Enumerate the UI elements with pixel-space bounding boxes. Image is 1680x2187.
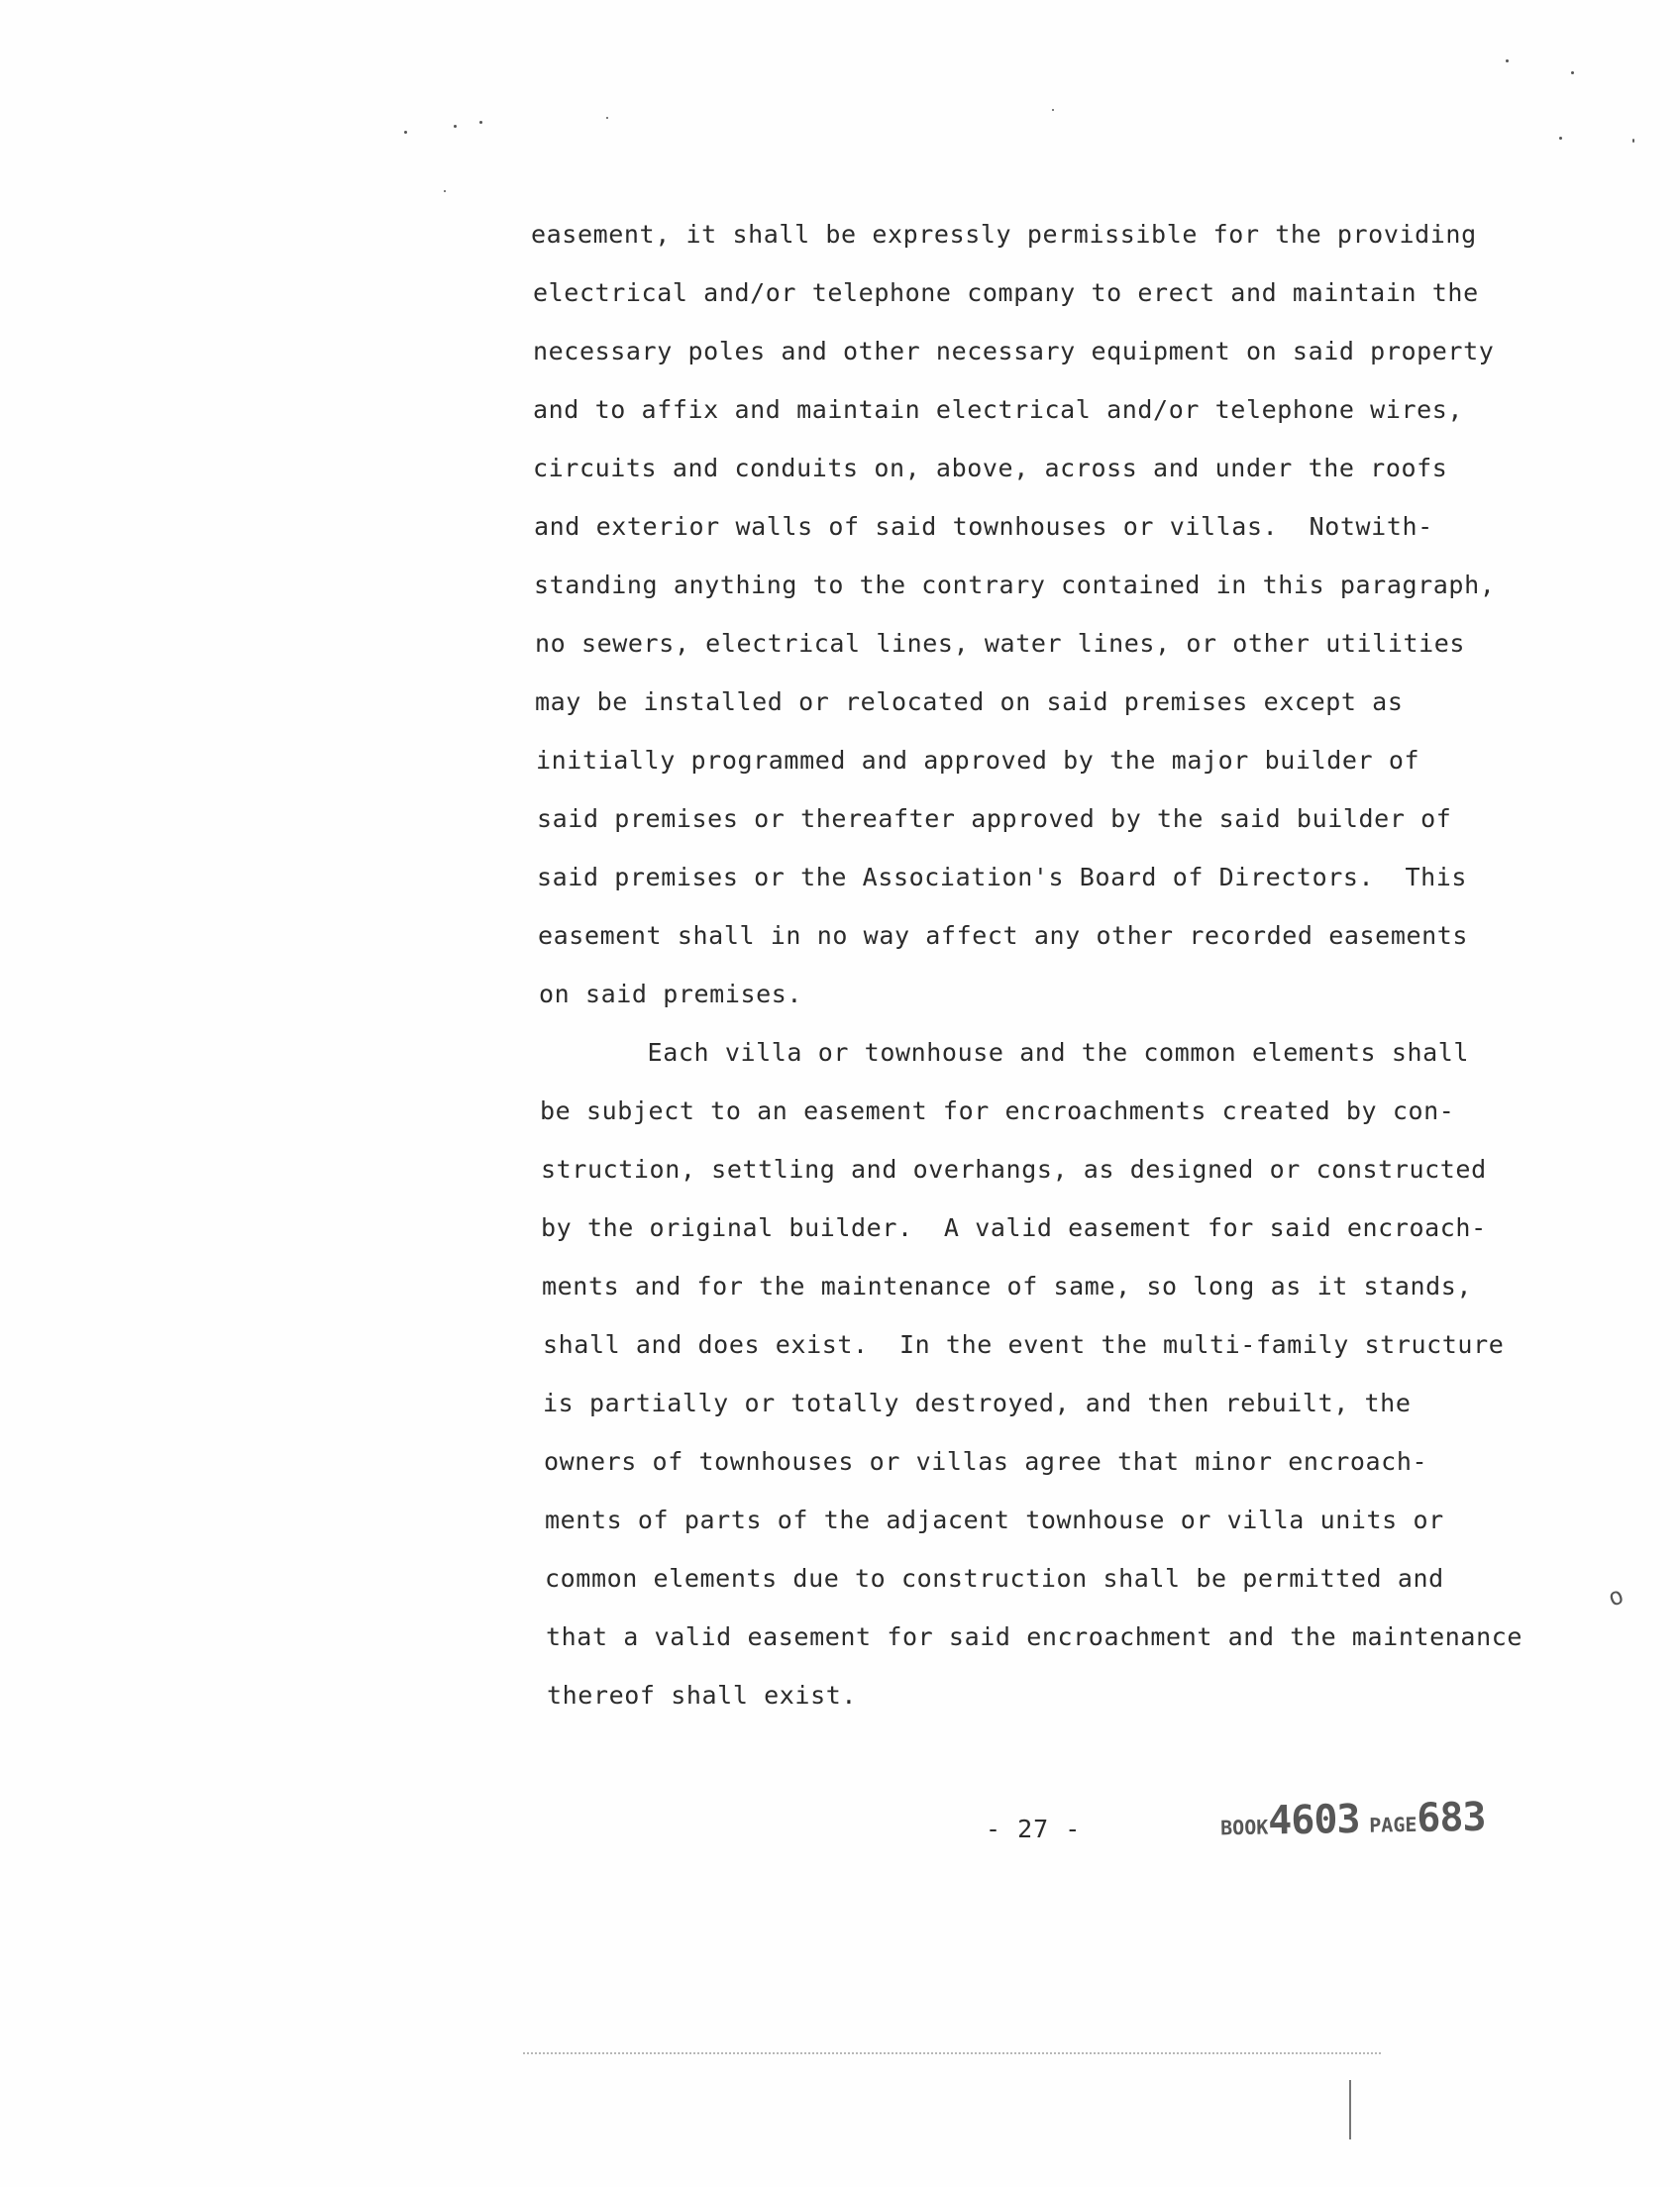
text-line: Each villa or townhouse and the common elements shall — [539, 1038, 1470, 1067]
scan-speck — [454, 125, 457, 128]
text-line: necessary poles and other necessary equipment on said property — [533, 337, 1495, 365]
text-line: said premises or thereafter approved by the said builder of — [537, 804, 1452, 833]
text-line: owners of townhouses or villas agree that minor encroach- — [544, 1447, 1428, 1476]
scan-speck — [1506, 59, 1509, 62]
scan-speck — [1052, 109, 1054, 111]
text-line: thereof shall exist. — [547, 1681, 858, 1710]
text-line: said premises or the Association's Board of Directors. This — [537, 863, 1468, 891]
text-line: easement, it shall be expressly permissible for the providing — [531, 220, 1477, 249]
scan-speck — [479, 121, 482, 124]
book-page-stamp — [1220, 1795, 1486, 1845]
stamp-book-label: BOOK — [1219, 1815, 1269, 1840]
text-line: ments and for the maintenance of same, so long as it stands, — [542, 1272, 1473, 1301]
scan-speck — [606, 117, 608, 119]
scan-artifact-line — [523, 2052, 1381, 2054]
text-line: electrical and/or telephone company to erect and maintain the — [533, 278, 1479, 307]
text-line: struction, settling and overhangs, as designed or constructed — [541, 1155, 1487, 1184]
scan-speck — [1559, 137, 1562, 140]
stamp-book-number: 4603 — [1267, 1796, 1360, 1844]
text-line: and to affix and maintain electrical and/or telephone wires, — [533, 395, 1464, 424]
text-line: shall and does exist. In the event the multi-family structure — [543, 1330, 1505, 1359]
text-line: circuits and conduits on, above, across and under the roofs — [533, 454, 1448, 482]
text-line: by the original builder. A valid easement for said encroach- — [541, 1213, 1487, 1242]
scan-speck — [1632, 139, 1634, 143]
stamp-page-label: PAGE — [1369, 1812, 1418, 1837]
stamp-page-number: 683 — [1416, 1794, 1486, 1841]
scan-artifact-bar — [1349, 2080, 1351, 2139]
text-line: on said premises. — [539, 980, 803, 1008]
text-line: be subject to an easement for encroachments created by con- — [540, 1096, 1455, 1125]
margin-mark: o — [1604, 1581, 1628, 1613]
text-line: is partially or totally destroyed, and then rebuilt, the — [543, 1389, 1412, 1417]
scan-speck — [444, 190, 446, 192]
scan-speck — [1571, 71, 1574, 74]
text-line: may be installed or relocated on said premises except as — [535, 687, 1404, 716]
text-line: no sewers, electrical lines, water lines, or other utilities — [535, 629, 1466, 658]
text-line: initially programmed and approved by the major builder of — [536, 746, 1420, 775]
scan-speck — [404, 131, 407, 134]
text-line: common elements due to construction shall be permitted and — [545, 1564, 1444, 1593]
text-line: that a valid easement for said encroachment and the maintenance — [546, 1622, 1523, 1651]
text-line: ments of parts of the adjacent townhouse or villa units or — [545, 1506, 1444, 1534]
text-line: standing anything to the contrary contained in this paragraph, — [534, 571, 1496, 599]
page-number: - 27 - — [986, 1815, 1082, 1843]
text-line: easement shall in no way affect any other recorded easements — [538, 921, 1469, 950]
text-line: and exterior walls of said townhouses or villas. Notwith- — [534, 512, 1433, 541]
